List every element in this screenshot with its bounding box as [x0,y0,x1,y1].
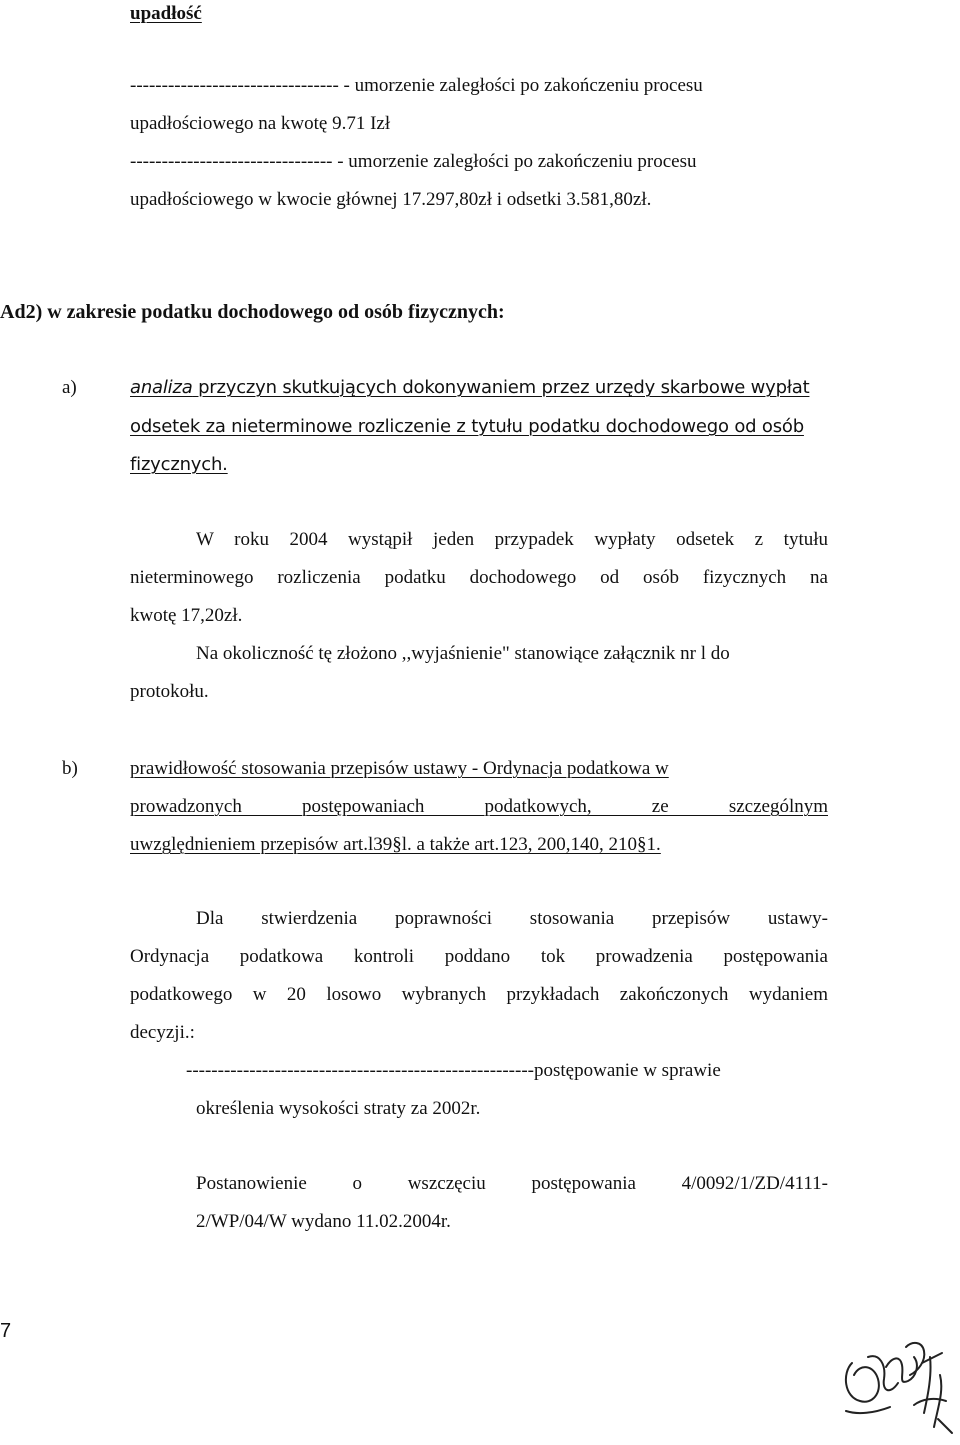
text-line: --------------------------------- - umorzenie zaległości po zakończeniu procesu [130,75,703,96]
text-line: upadłościowego na kwotę 9.71 Izł [130,113,391,134]
text-line: protokołu. [130,681,209,702]
text-line: W roku 2004 wystąpił jeden przypadek wypłaty odsetek z tytułu [196,529,828,550]
page-number: 7 [0,1320,12,1342]
item-b-label: b) [62,758,78,779]
text-line: upadłościowego w kwocie głównej 17.297,80zł i odsetki 3.581,80zł. [130,189,652,210]
section-title: upadłość [130,3,202,24]
text-line: Na okoliczność tę złożono ,,wyjaśnienie" stanowiące załącznik nr l do [196,643,730,664]
text-line: -------------------------------- - umorzenie zaległości po zakończeniu procesu [130,151,697,172]
section-heading: Ad2) w zakresie podatku dochodowego od osób fizycznych: [0,301,505,323]
item-b-line: prowadzonych postępowaniach podatkowych, ze szczególnym [130,796,828,817]
text-line: podatkowego w 20 losowo wybranych przykładach zakończonych wydaniem [130,984,828,1005]
item-a-line: odsetek za nieterminowe rozliczenie z tytułu podatku dochodowego od osób [130,416,804,437]
text-line: 2/WP/04/W wydano 11.02.2004r. [196,1211,451,1232]
item-a-first-word: analiza [130,377,193,398]
text-line: Dla stwierdzenia poprawności stosowania przepisów ustawy- [196,908,828,929]
text-line: Postanowienie o wszczęciu postępowania 4/0092/1/ZD/4111- [196,1173,828,1194]
item-a-line [130,376,809,400]
text-line: nieterminowego rozliczenia podatku dochodowego od osób fizycznych na [130,567,828,588]
text-line: -------------------------------------------------------postępowanie w sprawie [186,1060,721,1081]
text-line: kwotę 17,20zł. [130,605,243,626]
item-b-line: prawidłowość stosowania przepisów ustawy - Ordynacja podatkowa w [130,758,669,779]
item-b-line: uwzględnieniem przepisów art.l39§l. a także art.123, 200,140, 210§1. [130,834,661,855]
text-line: Ordynacja podatkowa kontroli poddano tok prowadzenia postępowania [130,946,828,967]
signature-icon [838,1335,956,1441]
item-a-line: fizycznych. [130,454,228,475]
text-line: określenia wysokości straty za 2002r. [196,1098,481,1119]
text-line: decyzji.: [130,1022,195,1043]
item-a-label: a) [62,377,77,398]
item-a-line1-rest: przyczyn skutkujących dokonywaniem przez urzędy skarbowe wypłat [192,377,810,398]
